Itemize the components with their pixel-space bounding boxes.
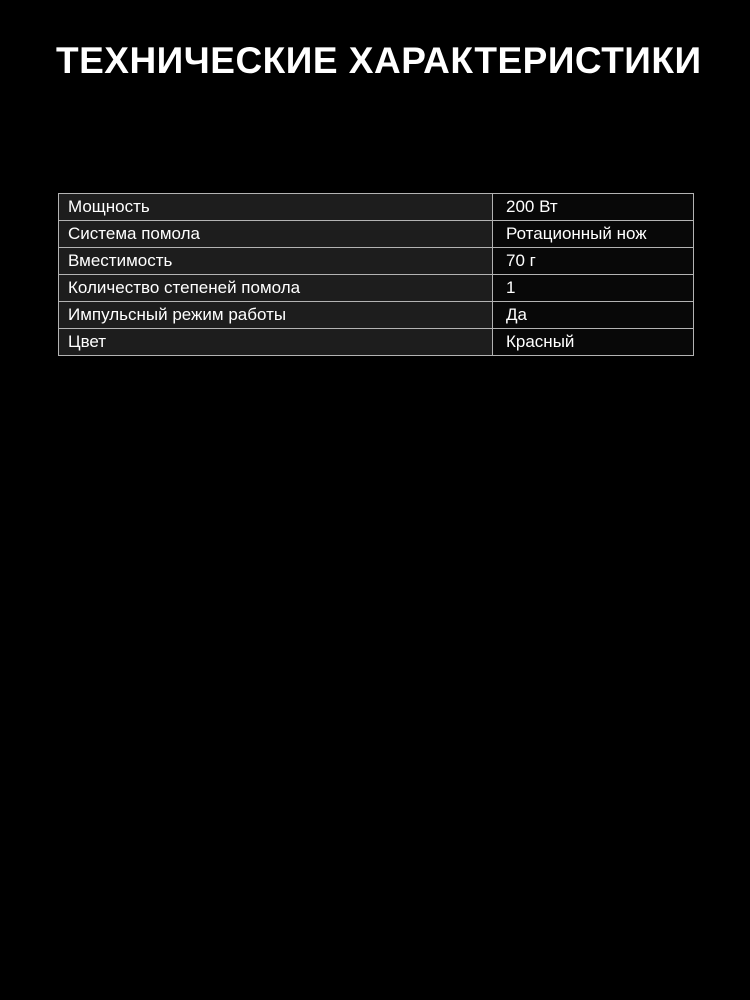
spec-value: Красный <box>493 329 694 356</box>
spec-value: 1 <box>493 275 694 302</box>
table-row <box>59 329 694 356</box>
table-row <box>59 194 694 221</box>
spec-value: Ротационный нож <box>493 221 694 248</box>
spec-value: 70 г <box>493 248 694 275</box>
table-row <box>59 221 694 248</box>
spec-label: Количество степеней помола <box>59 275 493 302</box>
spec-value: 200 Вт <box>493 194 694 221</box>
table-row <box>59 275 694 302</box>
specs-table <box>58 193 694 356</box>
table-row <box>59 302 694 329</box>
spec-label: Цвет <box>59 329 493 356</box>
spec-value: Да <box>493 302 694 329</box>
spec-label: Вместимость <box>59 248 493 275</box>
page-title: ТЕХНИЧЕСКИЕ ХАРАКТЕРИСТИКИ <box>56 40 702 81</box>
spec-label: Импульсный режим работы <box>59 302 493 329</box>
spec-label: Мощность <box>59 194 493 221</box>
table-row <box>59 248 694 275</box>
spec-label: Система помола <box>59 221 493 248</box>
